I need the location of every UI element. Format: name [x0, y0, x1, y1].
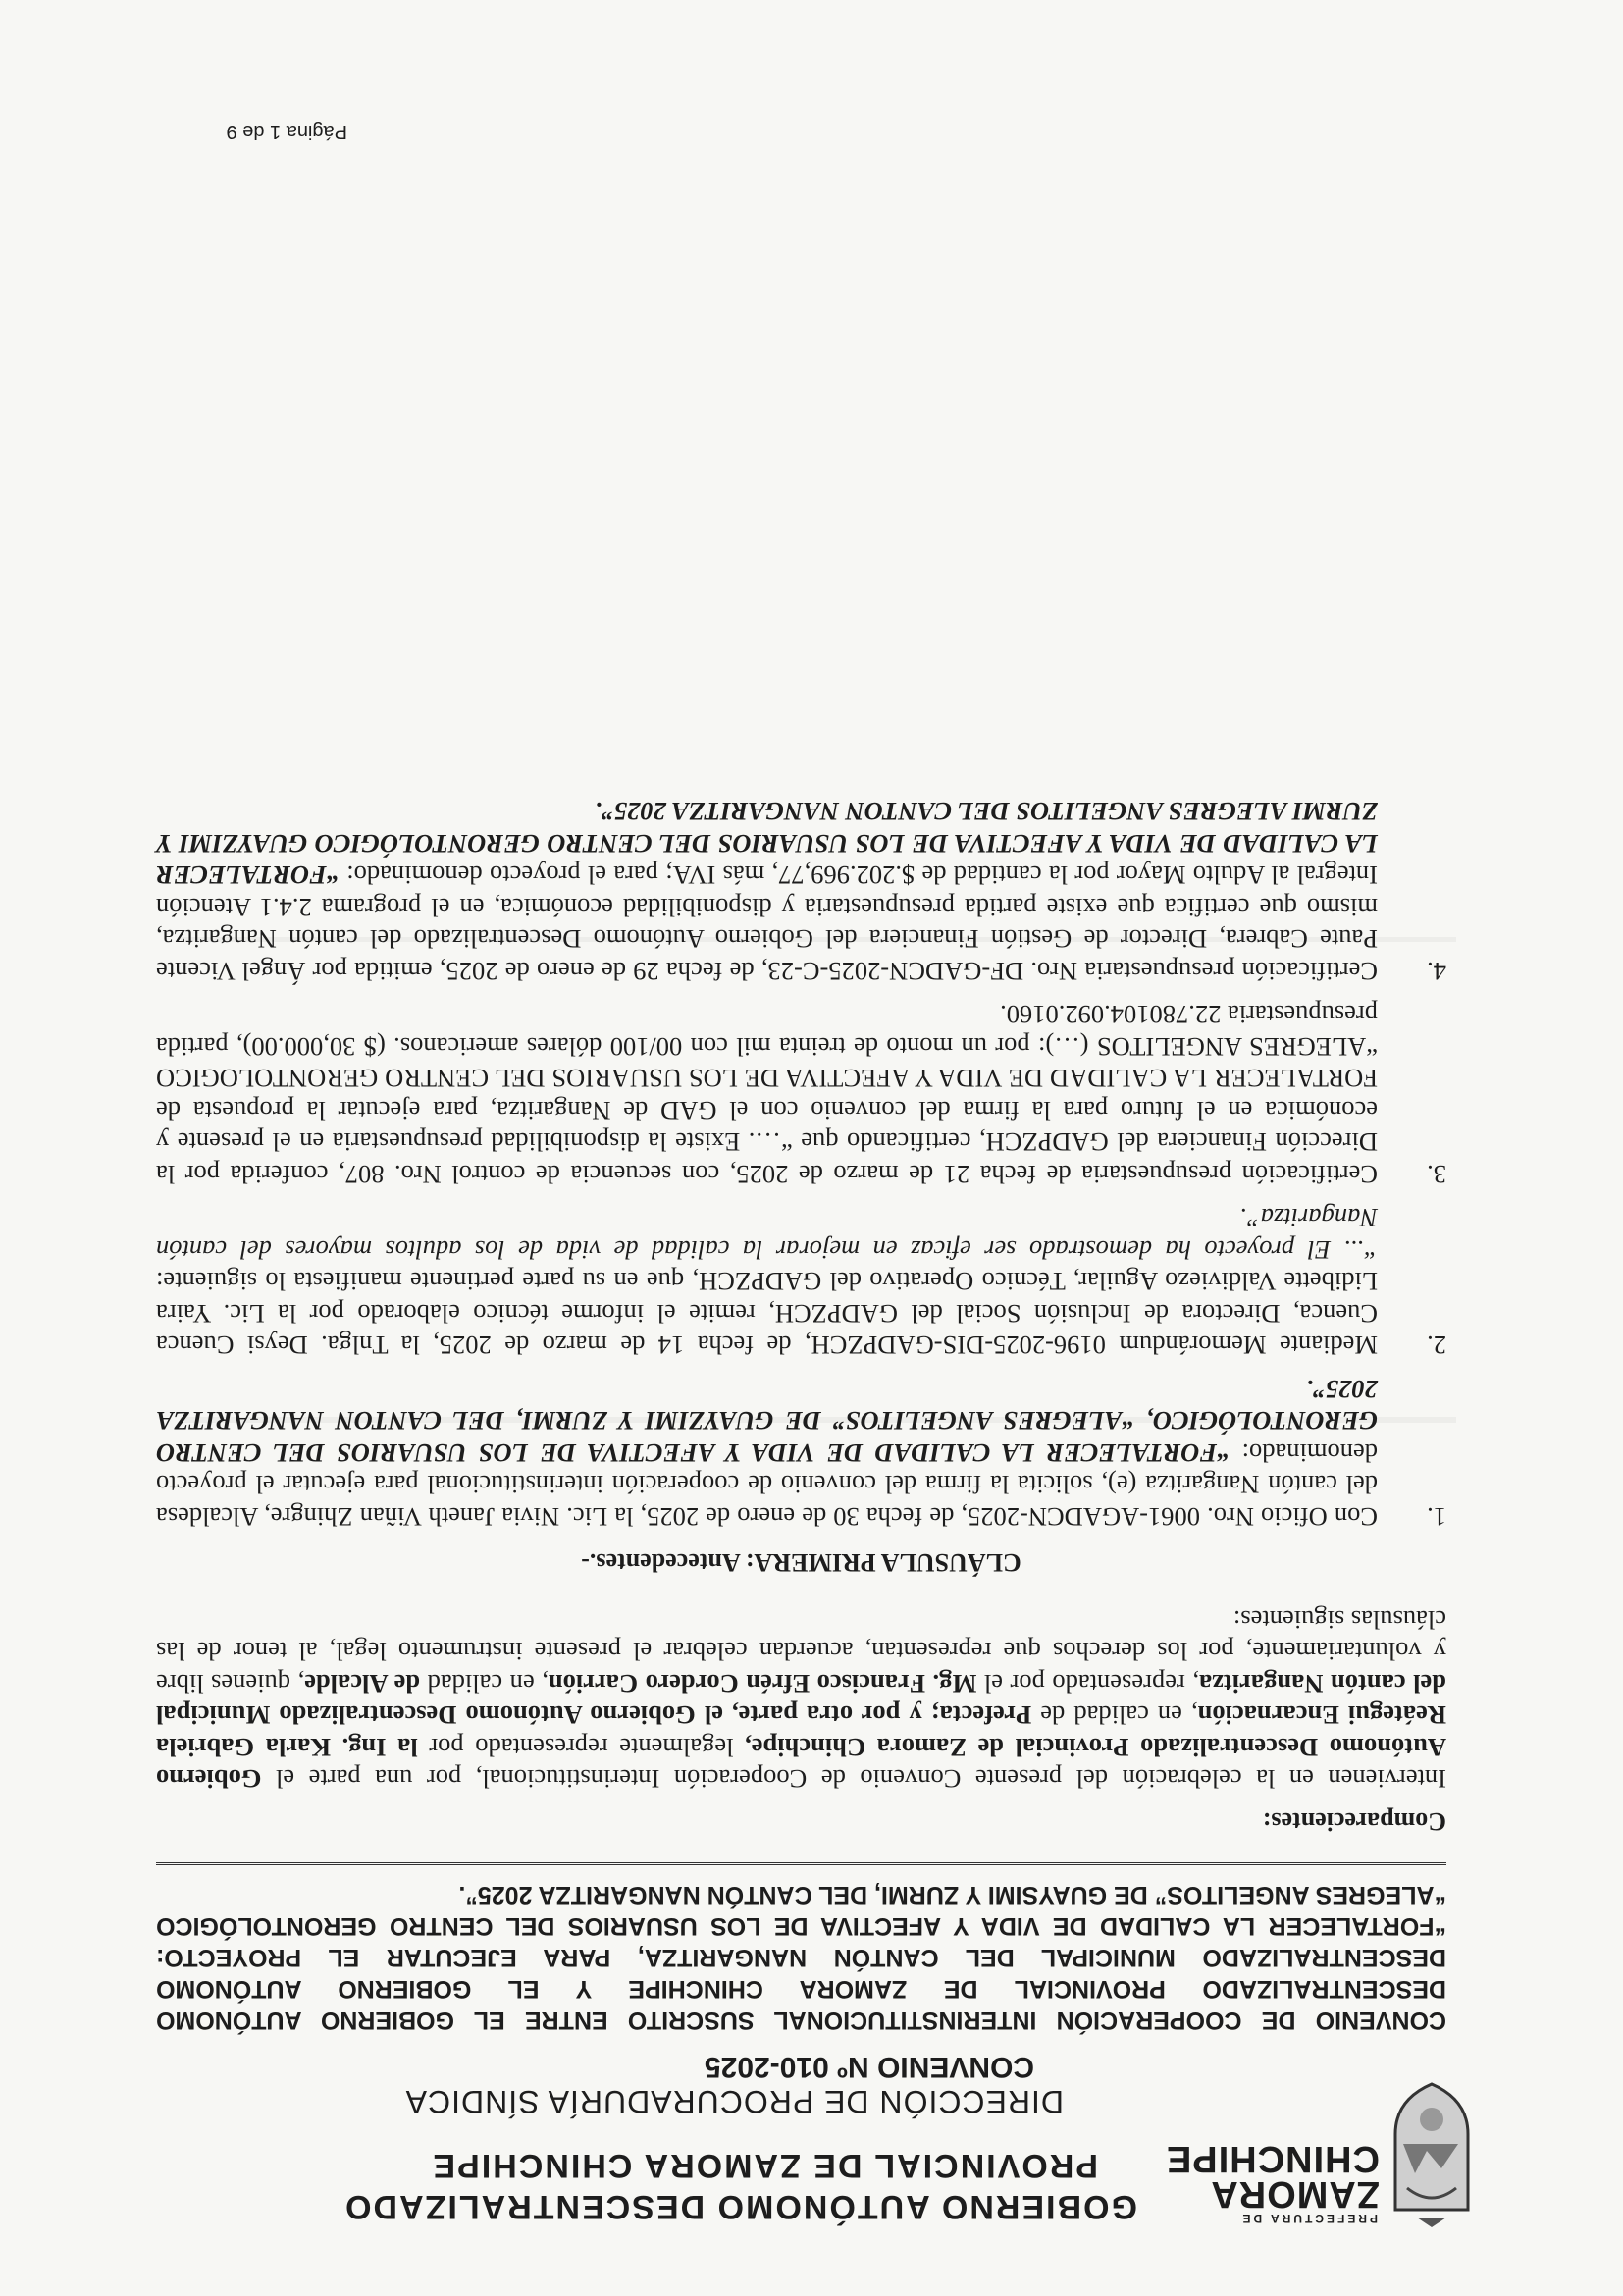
- item-text: Con Oficio Nro. 0061-AGADCN-2025, de fecha 30 de enero de 2025, la Lic. Nivia Janeth Viñan Zhingre, Alcaldesa del cantón Nangaritza (e), solicita la firma del convenio de cooperación interinstitucional para ejecutar el proyecto denominado:: [156, 1438, 1378, 1532]
- comparecientes-heading: Comparecientes:: [1262, 1807, 1446, 1836]
- chinchipe-label: CHINCHIPE: [1165, 2138, 1380, 2179]
- text-run: legalmente representado por: [417, 1733, 746, 1762]
- text-run: , en calidad de: [1031, 1700, 1198, 1731]
- item-text: Certificación presupuestaria Nro. DF-GADCN-2025-C-23, de fecha 29 de enero de 2025, emitida por Ángel Vicente Paute Cabrera, Director de Gestión Financiera del Gobierno Autónomo Descentralizado del cantón Nangaritza, mismo que certifica que existe partida presupuestaria y disponibilidad económica, en el programa 2.4.1 Atención Integral al Adulto Mayor por la cantidad de $.202.969,77, más IVA; para el proyecto denominado:: [156, 861, 1378, 986]
- page-number: Página 1 de 9: [226, 121, 347, 142]
- alcalde-name: Mg. Francisco Efrén Cordero Carrión: [548, 1669, 977, 1698]
- text-run: , quienes libre y voluntariamente, por los derechos que representan, acuerdan celebrar el presente instrumento legal, al tenor de las cláusulas siguientes:: [156, 1605, 1446, 1698]
- document-title: CONVENIO DE COOPERACIÓN INTERINSTITUCIONAL SUSCRITO ENTRE EL GOBIERNO AUTÓNOMO DESCENTRALIZADO PROVINCIAL DE ZAMORA CHINCHIPE Y EL GOBIERNO AUTÓNOMO DESCENTRALIZADO MUNICIPAL DEL CANTÓN NANGARITZA, PARA EJECUTAR EL PROYECTO: “FORTALECER LA CALIDAD DE VIDA Y AFECTIVA DE LOS USUARIOS DEL CENTRO GERONTOLÓGICO “ALEGRES ANGELITOS” DE GUAYSIMI Y ZURMI, DEL CANTÓN NANGARITZA 2025”.: [156, 1862, 1446, 2036]
- text-run: , en calidad: [420, 1669, 549, 1698]
- prefectura-logo: [1165, 2061, 1476, 2227]
- antecedentes-list: [156, 796, 1446, 1533]
- list-item: [156, 999, 1446, 1190]
- alcalde-title: de Alcalde: [304, 1669, 421, 1698]
- document-body: [156, 784, 1446, 2036]
- text-run: Intervienen en la celebración del presente Convenio de Cooperación Interinstitucional, por una parte el: [261, 1764, 1446, 1795]
- department-name: DIRECCIÓN DE PROCURADURÍA SÍNDICA: [404, 2084, 1064, 2119]
- item-emphasis: “... El proyecto ha demostrado ser eficaz en mejorar la calidad de vida de los adultos mayores del cantón Nangaritza”.: [156, 1203, 1378, 1265]
- item-number: 1.: [1427, 1502, 1446, 1532]
- item-number: 2.: [1427, 1331, 1446, 1361]
- text-run: , representado por el: [976, 1669, 1199, 1698]
- party-2-name: Prefecta; y por otra parte, el Gobierno Autónomo Descentralizado Municipal del cantón Nangaritza: [156, 1669, 1446, 1731]
- prefectura-label: PREFECTURA DE: [1239, 2212, 1378, 2225]
- list-item: [156, 796, 1446, 987]
- convenio-number: CONVENIO Nº 010-2025: [704, 2051, 1034, 2083]
- item-emphasis: “FORTALECER LA CALIDAD DE VIDA Y AFECTIVA DE LOS USUARIOS DEL CENTRO GERONTOLÓGICO GUAYZIMI Y ZURMI ALEGRES ANGELITOS DEL CANTON NANGARITZA 2025”.: [156, 797, 1378, 891]
- government-title-line1: GOBIERNO AUTÓNOMO DESCENTRALIZADO: [343, 2188, 1137, 2225]
- item-text: Certificación presupuestaria de fecha 21 de marzo de 2025, con secuencia de control Nro. 807, conferida por la Dirección Financiera del GADPZCH, certificando que “…. Existe la disponibilidad presupuestaria en el presente y económica en el futuro para la firma del convenio con el GAD de Nangaritza, para ejecutar la propuesta de FORTALECER LA CALIDAD DE VIDA Y AFECTIVA DE LOS USUARIOS DEL CENTRO GERONTOLOGICO “ALEGRES ANGELITOS (…): por un monto de treinta mil con 00/100 dólares americanos. ($ 30,000.00), partida presupuestaria 22.780104.092.0160.: [156, 1000, 1378, 1189]
- prefecta-name: la Ing. Karla Gabriela Reátegui Encarnación: [156, 1700, 1446, 1762]
- comparecientes-paragraph: [156, 1604, 1446, 1796]
- shield-icon: [1387, 2080, 1476, 2227]
- zamora-label: ZAMORA: [1210, 2173, 1380, 2215]
- list-item: [156, 1374, 1446, 1534]
- item-number: 3.: [1427, 1160, 1446, 1189]
- item-emphasis: “FORTALECER LA CALIDAD DE VIDA Y AFECTIVA DE LOS USUARIOS DEL CENTRO GERONTOLÓGICO, “ALEGRES ANGELITOS” DE GUAYZIMI Y ZURMI, DEL CANTON NANGARITZA 2025”.: [156, 1375, 1378, 1468]
- government-title: [156, 2145, 1137, 2227]
- party-1-name: Gobierno Autónomo Descentralizado Provincial de Zamora Chinchipe,: [156, 1733, 1446, 1795]
- clausula-primera-heading: CLÁUSULA PRIMERA: Antecedentes.-: [581, 1548, 1021, 1578]
- list-item: [156, 1202, 1446, 1362]
- item-text: Mediante Memorándum 0196-2025-DIS-GADPZCH, de fecha 14 de marzo de 2025, la Tnlga. Deysi Cuenca Cuenca, Directora de Inclusión Social del GADPZCH, remite el informe técnico elaborado por la Lic. Yaira Lidibette Valdiviezo Aguilar, Técnico Operativo del GADPZCH, que en su parte pertinente manifiesta lo siguiente:: [156, 1267, 1378, 1361]
- item-number: 4.: [1427, 957, 1446, 986]
- government-title-line2: PROVINCIAL DE ZAMORA CHINCHIPE: [431, 2147, 1098, 2184]
